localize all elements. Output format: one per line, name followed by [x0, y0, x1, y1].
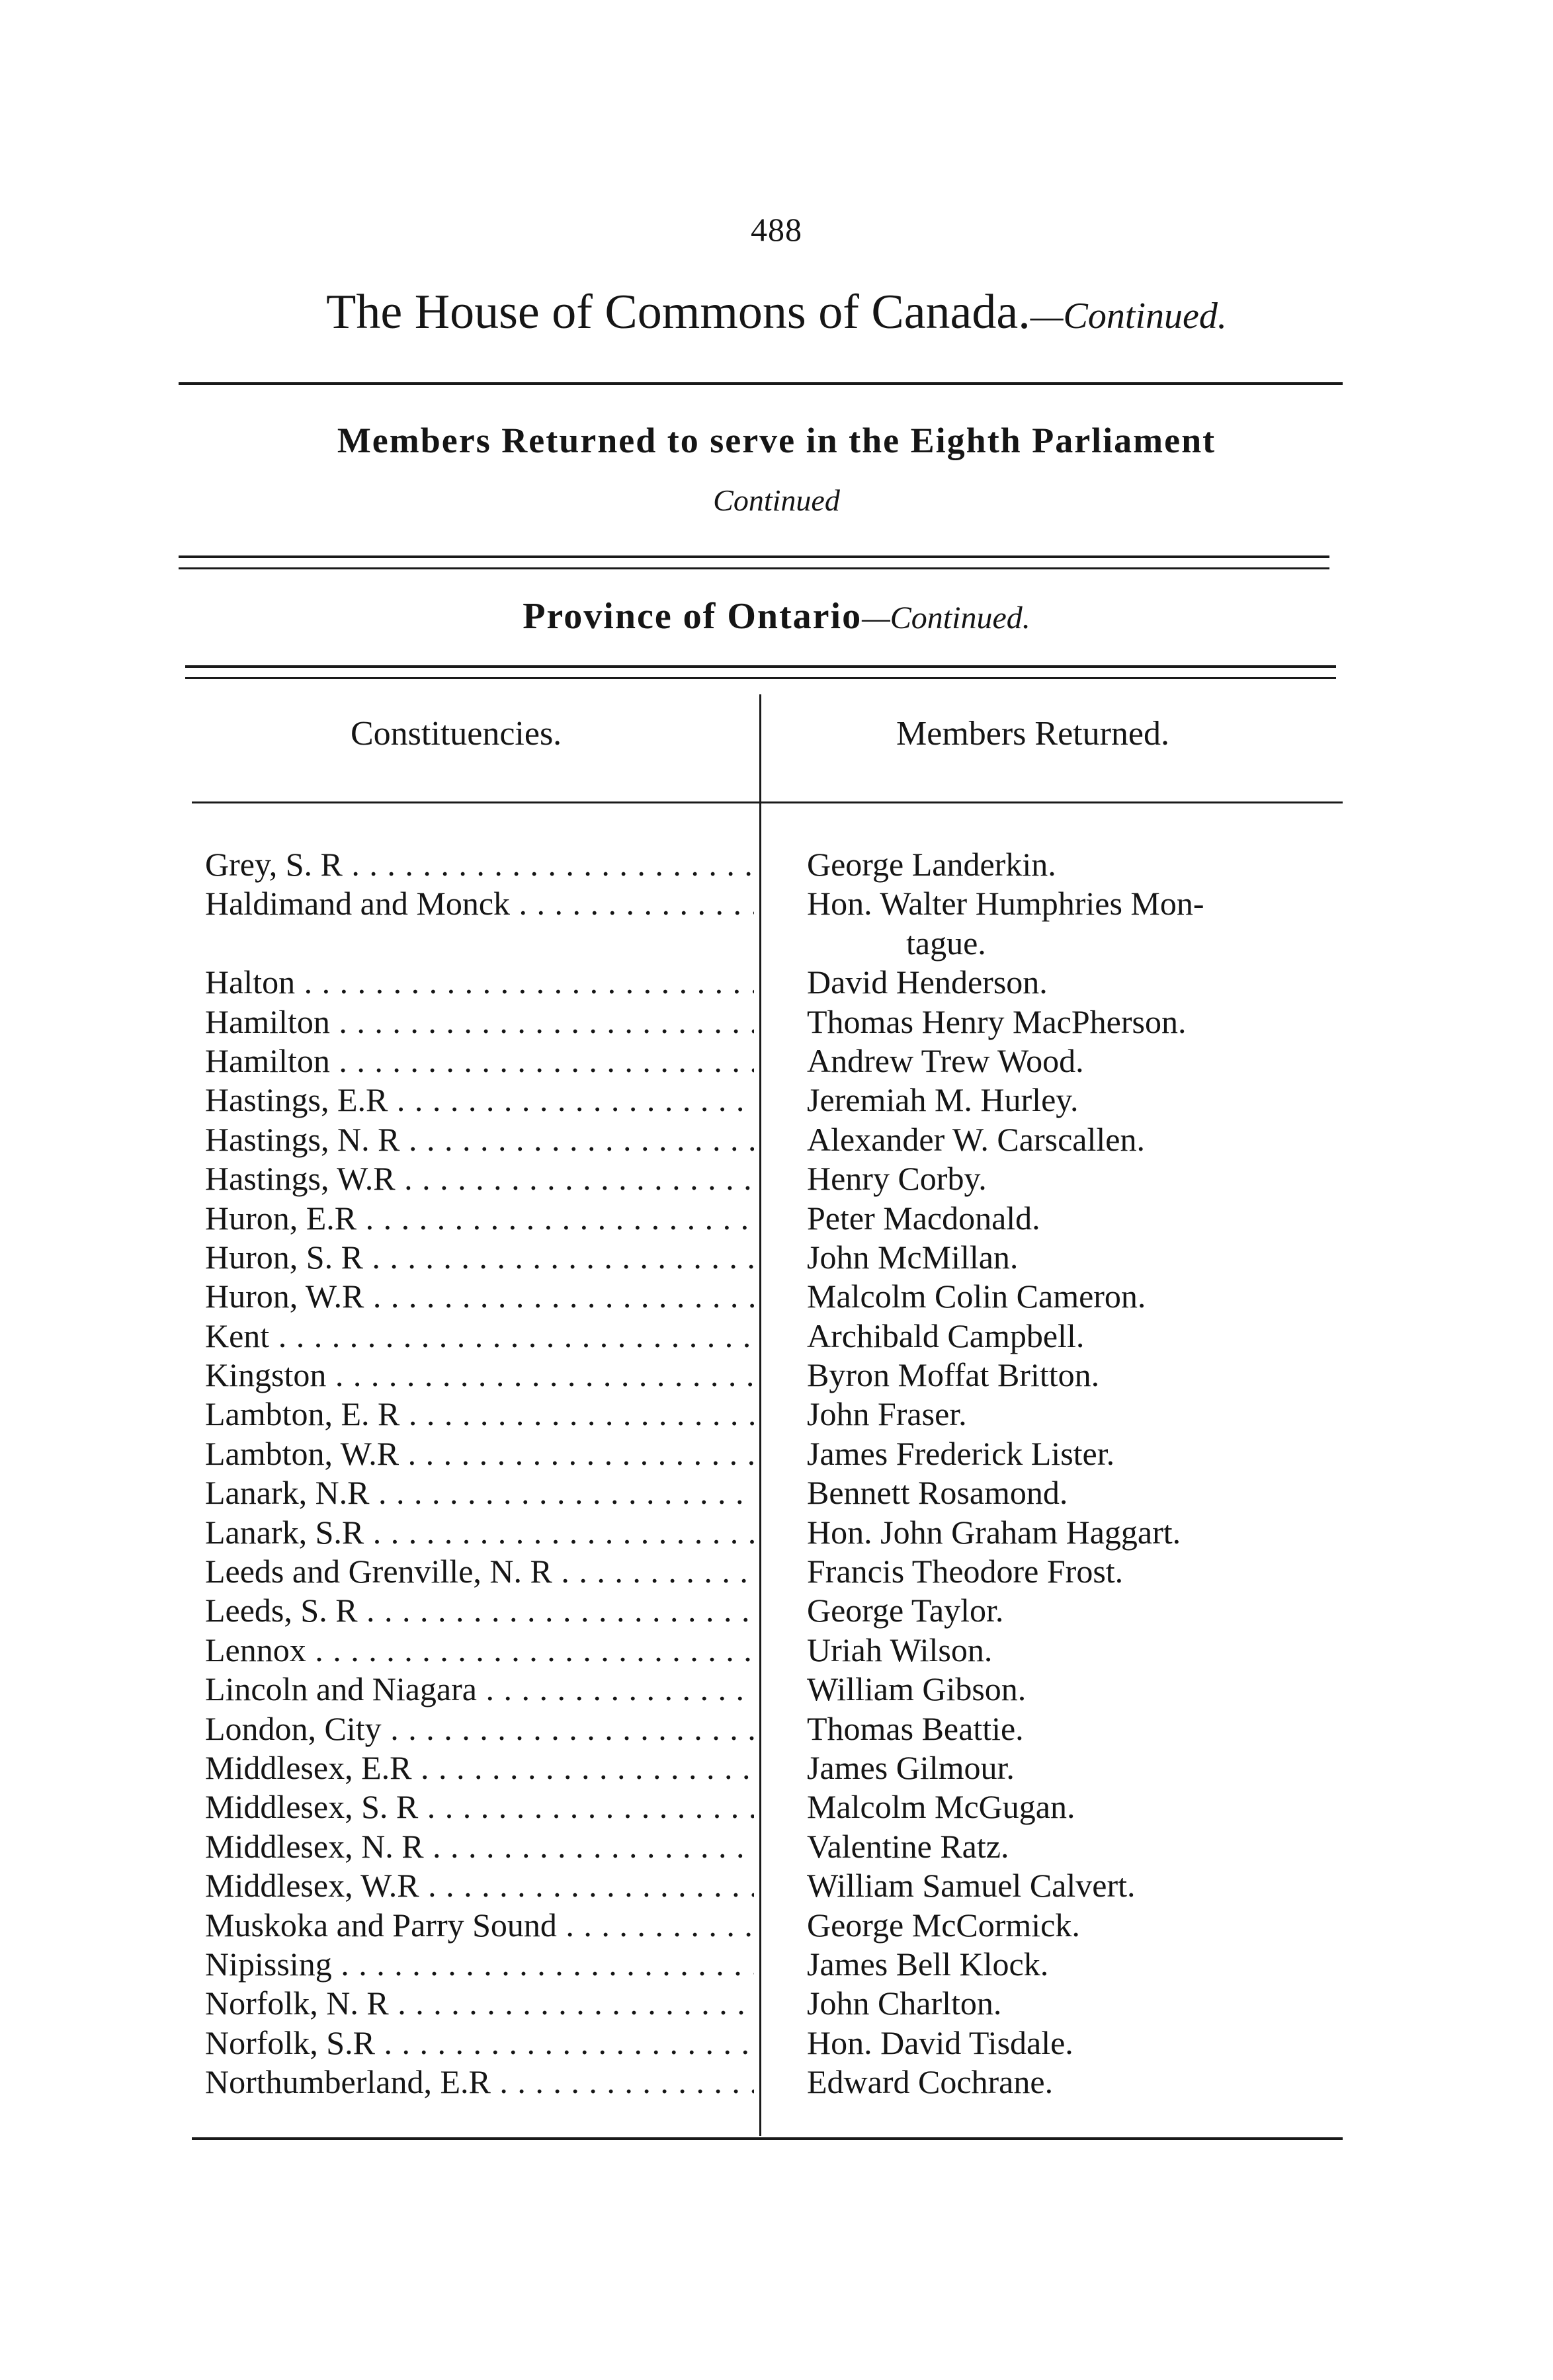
constituency-cell: Hastings, W.R . . . [205, 1159, 754, 1198]
member-cell: James Gilmour. [807, 1748, 1015, 1786]
member-cell: William Samuel Calvert. [807, 1867, 1136, 1905]
table-row [0, 1827, 1553, 1866]
table-row [0, 1906, 1553, 1945]
title-rule [179, 382, 1343, 385]
member-cell-continuation: tague. [906, 924, 986, 962]
constituency-cell: Middlesex, W.R . . . [205, 1866, 754, 1905]
province-name: Province of Ontario [523, 596, 862, 637]
table-row [0, 2063, 1553, 2102]
table-row [0, 1434, 1553, 1473]
constituency-cell: Lanark, S.R . . . [205, 1513, 754, 1552]
member-cell: James Frederick Lister. [807, 1434, 1115, 1472]
constituency-cell: Halton . . . [205, 963, 754, 1002]
page-number: 488 [751, 211, 802, 248]
constituency-cell: Leeds, S. R . . . [205, 1591, 754, 1630]
constituency-cell: Norfolk, N. R . . . [205, 1984, 754, 2023]
table-bottom-rule [192, 2137, 1343, 2140]
table-row [0, 1552, 1553, 1591]
member-cell: Alexander W. Carscallen. [807, 1120, 1145, 1158]
table-row [0, 884, 1553, 923]
table-row [0, 963, 1553, 1002]
constituency-cell: Kent . . . [205, 1317, 754, 1356]
table-row-continuation [0, 924, 1553, 963]
table-row [0, 845, 1553, 884]
constituency-cell: Haldimand and Monck . . . [205, 884, 754, 923]
member-cell: Bennett Rosamond. [807, 1474, 1068, 1512]
constituency-cell: Leeds and Grenville, N. R . . . [205, 1552, 754, 1591]
table-row [0, 1003, 1553, 1042]
member-cell: John McMillan. [807, 1238, 1019, 1276]
constituency-cell: Lambton, E. R . . . [205, 1395, 754, 1434]
table-row [0, 1866, 1553, 1905]
member-cell: John Fraser. [807, 1395, 967, 1433]
province-rule-bottom [185, 677, 1336, 679]
table-row [0, 1238, 1553, 1277]
member-cell: Hon. David Tisdale. [807, 2024, 1073, 2061]
member-cell: Thomas Beattie. [807, 1709, 1024, 1747]
constituency-cell: Lambton, W.R . . . [205, 1434, 754, 1473]
member-cell: John Charlton. [807, 1985, 1002, 2022]
member-cell: Archibald Campbell. [807, 1317, 1085, 1354]
table-row [0, 1513, 1553, 1552]
constituency-cell: Lennox . . . [205, 1631, 754, 1670]
constituency-cell: Hamilton . . . [205, 1003, 754, 1042]
constituency-cell: Muskoka and Parry Sound . . . [205, 1906, 754, 1945]
members-table [0, 845, 1553, 2102]
constituency-cell: Norfolk, S.R . . . [205, 2024, 754, 2063]
member-cell: Byron Moffat Britton. [807, 1356, 1100, 1394]
constituency-cell: Hastings, N. R . . . [205, 1120, 754, 1159]
running-title [0, 284, 1553, 341]
section-subtitle: Continued [713, 483, 840, 517]
constituency-cell: Hastings, E.R . . . [205, 1081, 754, 1120]
member-cell: Jeremiah M. Hurley. [807, 1081, 1079, 1119]
table-row [0, 1159, 1553, 1198]
section-rule-top [179, 555, 1329, 558]
constituency-cell: Lanark, N.R . . . [205, 1473, 754, 1512]
constituency-cell: Middlesex, E.R . . . [205, 1748, 754, 1787]
constituency-cell: Huron, S. R . . . [205, 1238, 754, 1277]
member-cell: Uriah Wilson. [807, 1631, 993, 1668]
table-row [0, 1199, 1553, 1238]
member-cell: David Henderson. [807, 964, 1048, 1001]
table-row [0, 1787, 1553, 1826]
constituency-cell: Nipissing . . . [205, 1945, 754, 1984]
table-row [0, 1591, 1553, 1630]
constituency-cell: Lincoln and Niagara . . . [205, 1670, 754, 1709]
header-members-returned: Members Returned. [896, 715, 1170, 753]
table-row [0, 1277, 1553, 1316]
table-row [0, 1317, 1553, 1356]
constituency-cell: Middlesex, S. R . . . [205, 1787, 754, 1826]
table-row [0, 1945, 1553, 1984]
member-cell: Andrew Trew Wood. [807, 1042, 1084, 1079]
constituency-cell: Kingston . . . [205, 1356, 754, 1395]
constituency-cell: Northumberland, E.R . . . [205, 2063, 754, 2102]
running-title-continued: —Continued. [1030, 296, 1227, 337]
province-rule-top [185, 665, 1336, 668]
member-cell: George Taylor. [807, 1592, 1004, 1629]
province-title [0, 595, 1553, 637]
table-row [0, 1984, 1553, 2023]
member-cell: Valentine Ratz. [807, 1827, 1009, 1865]
header-constituencies: Constituencies. [351, 715, 562, 753]
table-row [0, 1670, 1553, 1709]
table-row [0, 1631, 1553, 1670]
section-title: Members Returned to serve in the Eighth Parliament [337, 421, 1216, 460]
member-cell: Malcolm McGugan. [807, 1788, 1075, 1826]
table-row [0, 2024, 1553, 2063]
table-row [0, 1709, 1553, 1748]
table-row [0, 1042, 1553, 1081]
running-title-main: The House of Commons of Canada. [326, 285, 1030, 339]
constituency-cell: Grey, S. R . . . [205, 845, 754, 884]
member-cell: George McCormick. [807, 1906, 1080, 1944]
province-continued: —Continued. [862, 600, 1030, 636]
member-cell: Henry Corby. [807, 1160, 987, 1198]
member-cell: Francis Theodore Frost. [807, 1553, 1124, 1590]
constituency-cell: Middlesex, N. R . . . [205, 1827, 754, 1866]
member-cell: Edward Cochrane. [807, 2063, 1054, 2101]
constituency-cell: Hamilton . . . [205, 1042, 754, 1081]
table-row [0, 1473, 1553, 1512]
member-cell: Hon. John Graham Haggart. [807, 1513, 1181, 1551]
constituency-cell: Huron, E.R . . . [205, 1199, 754, 1238]
table-row [0, 1356, 1553, 1395]
header-rule [192, 801, 1343, 803]
member-cell: William Gibson. [807, 1670, 1027, 1708]
member-cell: James Bell Klock. [807, 1945, 1049, 1983]
member-cell: Peter Macdonald. [807, 1199, 1040, 1237]
table-row [0, 1081, 1553, 1120]
member-cell: Thomas Henry MacPherson. [807, 1003, 1187, 1040]
section-rule-bottom [179, 567, 1329, 569]
constituency-cell: London, City . . . [205, 1709, 754, 1748]
table-row [0, 1395, 1553, 1434]
member-cell: Malcolm Colin Cameron. [807, 1278, 1146, 1315]
constituency-cell: Huron, W.R . . . [205, 1277, 754, 1316]
member-cell: George Landerkin. [807, 846, 1056, 883]
table-row [0, 1748, 1553, 1787]
table-row [0, 1120, 1553, 1159]
member-cell: Hon. Walter Humphries Mon- [807, 885, 1204, 923]
